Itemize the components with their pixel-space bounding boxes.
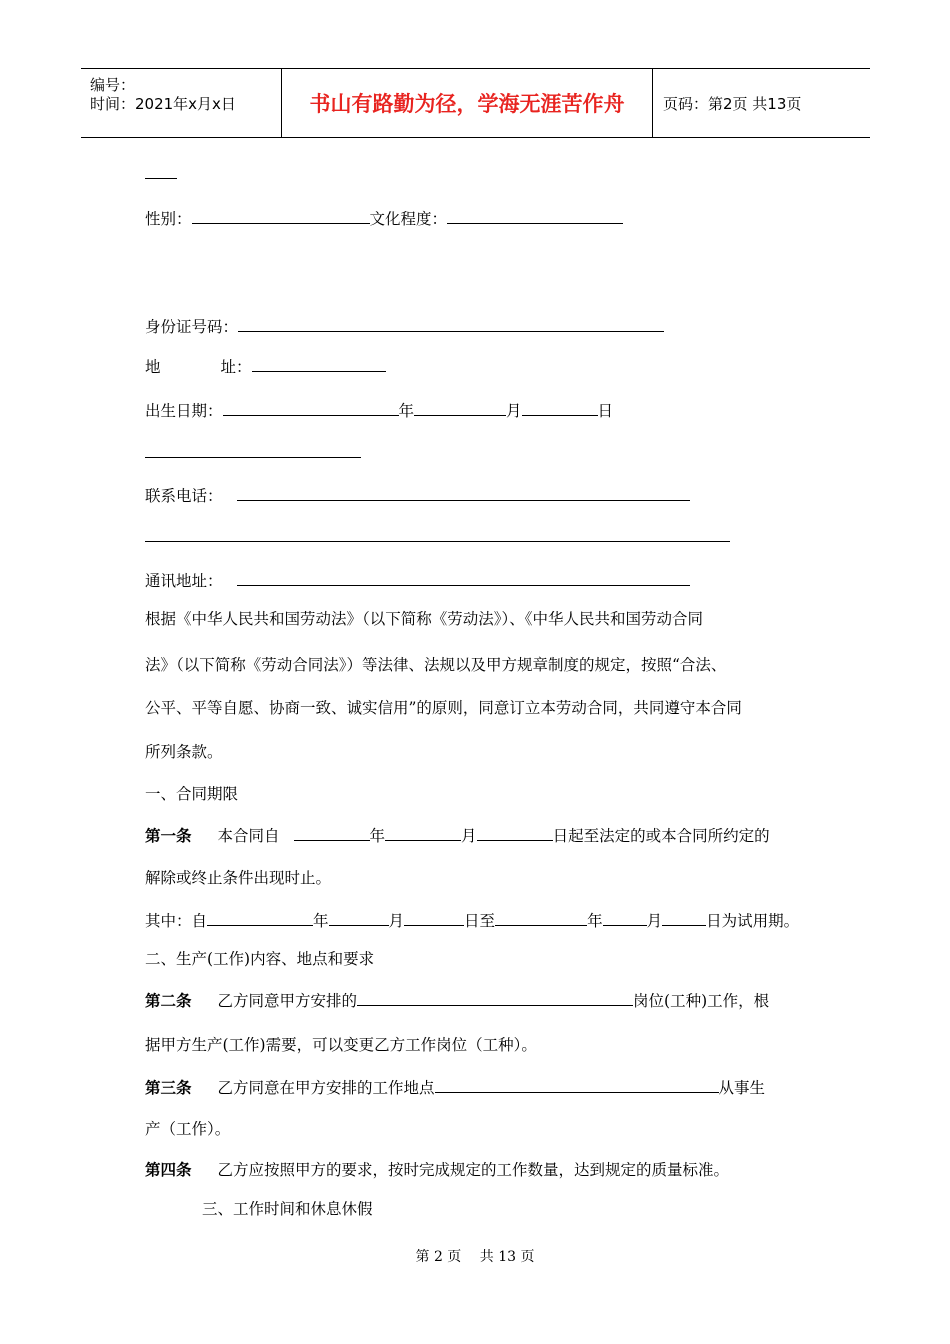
trial-period-row — [145, 909, 799, 931]
footer-page-number: 第 2 页 — [415, 1249, 462, 1265]
article-2-label: 第二条 — [145, 991, 192, 1010]
mail-address-row — [145, 569, 690, 591]
birth-label: 出生日期： — [145, 402, 223, 420]
article-2-text-b: 岗位(工种)工作，根 — [633, 992, 770, 1010]
section-heading-2: 二、生产(工作)内容、地点和要求 — [145, 950, 375, 968]
education-blank — [447, 207, 623, 224]
start-year-blank — [294, 824, 370, 841]
trial-day2-blank — [662, 909, 706, 926]
day-label: 日 — [597, 402, 614, 420]
year-label: 年 — [587, 912, 603, 930]
article-2 — [145, 989, 769, 1011]
phone-label: 联系电话： — [145, 487, 223, 505]
trial-day-blank — [404, 909, 464, 926]
intro-line-2: 法》（以下简称《劳动合同法》）等法律、法规以及甲方规章制度的规定，按照“合法、 — [145, 656, 727, 674]
page-footer — [0, 1246, 950, 1266]
header-motto: 书山有路勤为径，学海无涯苦作舟 — [282, 69, 653, 137]
trial-text-to: 日至 — [464, 912, 496, 930]
year-label: 年 — [369, 827, 386, 845]
id-label: 身份证号码： — [145, 318, 239, 336]
blank-line — [145, 178, 177, 179]
trial-month-blank — [329, 909, 389, 926]
year-label: 年 — [313, 912, 329, 930]
education-label: 文化程度： — [369, 210, 448, 228]
intro-line-3: 公平、平等自愿、协商一致、诚实信用”的原则，同意订立本劳动合同，共同遵守本合同 — [145, 699, 742, 717]
header-page-info: 页码：第2页 共13页 — [663, 94, 802, 113]
id-blank — [238, 315, 664, 332]
address-label-b: 址： — [220, 358, 252, 376]
mail-address-label: 通讯地址： — [145, 572, 223, 590]
work-location-blank — [435, 1076, 719, 1093]
month-label: 月 — [461, 827, 477, 845]
article-2-text-a: 乙方同意甲方安排的 — [217, 992, 358, 1010]
position-blank — [357, 989, 633, 1006]
month-label: 月 — [388, 912, 405, 930]
article-3-text-a: 乙方同意在甲方安排的工作地点 — [217, 1079, 435, 1097]
article-3-label: 第三条 — [145, 1078, 192, 1097]
mail-address-blank — [237, 569, 690, 586]
trial-year-blank — [207, 909, 313, 926]
article-1 — [145, 824, 770, 846]
intro-line-4: 所列条款。 — [145, 743, 223, 761]
gender-label: 性别： — [145, 210, 192, 228]
article-3-text-b: 从事生 — [718, 1079, 766, 1097]
article-1-continued: 解除或终止条件出现时止。 — [145, 869, 332, 887]
section-heading-3: 三、工作时间和休息休假 — [202, 1200, 373, 1218]
gender-row — [145, 207, 623, 229]
blank-line — [145, 541, 730, 542]
birth-day-blank — [522, 399, 598, 416]
header-meta — [81, 69, 282, 137]
article-1-label: 第一条 — [145, 826, 192, 845]
article-4-label: 第四条 — [145, 1160, 192, 1179]
birth-month-blank — [414, 399, 506, 416]
address-label-a: 地 — [145, 358, 161, 376]
birth-row — [145, 399, 613, 421]
intro-line-1: 根据《中华人民共和国劳动法》（以下简称《劳动法》）、《中华人民共和国劳动合同 — [145, 610, 704, 628]
trial-text-end: 日为试用期。 — [706, 912, 800, 930]
article-4 — [145, 1160, 729, 1180]
start-day-blank — [477, 824, 553, 841]
phone-row — [145, 484, 690, 506]
start-month-blank — [385, 824, 461, 841]
birth-year-blank — [223, 399, 399, 416]
id-row — [145, 315, 664, 337]
page-header — [81, 68, 870, 138]
article-1-text-b: 日起至法定的或本合同所约定的 — [552, 827, 770, 845]
year-label: 年 — [398, 402, 415, 420]
article-3 — [145, 1076, 765, 1098]
gender-blank — [192, 207, 370, 224]
document-time: 时间：2021年x月x日 — [90, 95, 236, 113]
address-blank — [252, 355, 386, 372]
blank-line — [145, 457, 361, 458]
phone-blank — [237, 484, 690, 501]
trial-month2-blank — [603, 909, 647, 926]
month-label: 月 — [646, 912, 663, 930]
article-2-continued: 据甲方生产(工作)需要，可以变更乙方工作岗位（工种）。 — [145, 1036, 537, 1054]
trial-year2-blank — [495, 909, 587, 926]
address-row — [145, 355, 386, 377]
footer-total-pages: 共 13 页 — [479, 1249, 535, 1265]
article-3-continued: 产（工作）。 — [145, 1120, 231, 1138]
month-label: 月 — [506, 402, 522, 420]
article-1-text-a: 本合同自 — [217, 827, 280, 845]
section-heading-1: 一、合同期限 — [145, 785, 239, 803]
article-4-text: 乙方应按照甲方的要求，按时完成规定的工作数量，达到规定的质量标准。 — [217, 1161, 730, 1179]
document-number: 编号： — [90, 76, 136, 94]
trial-text-a: 其中：自 — [145, 912, 208, 930]
